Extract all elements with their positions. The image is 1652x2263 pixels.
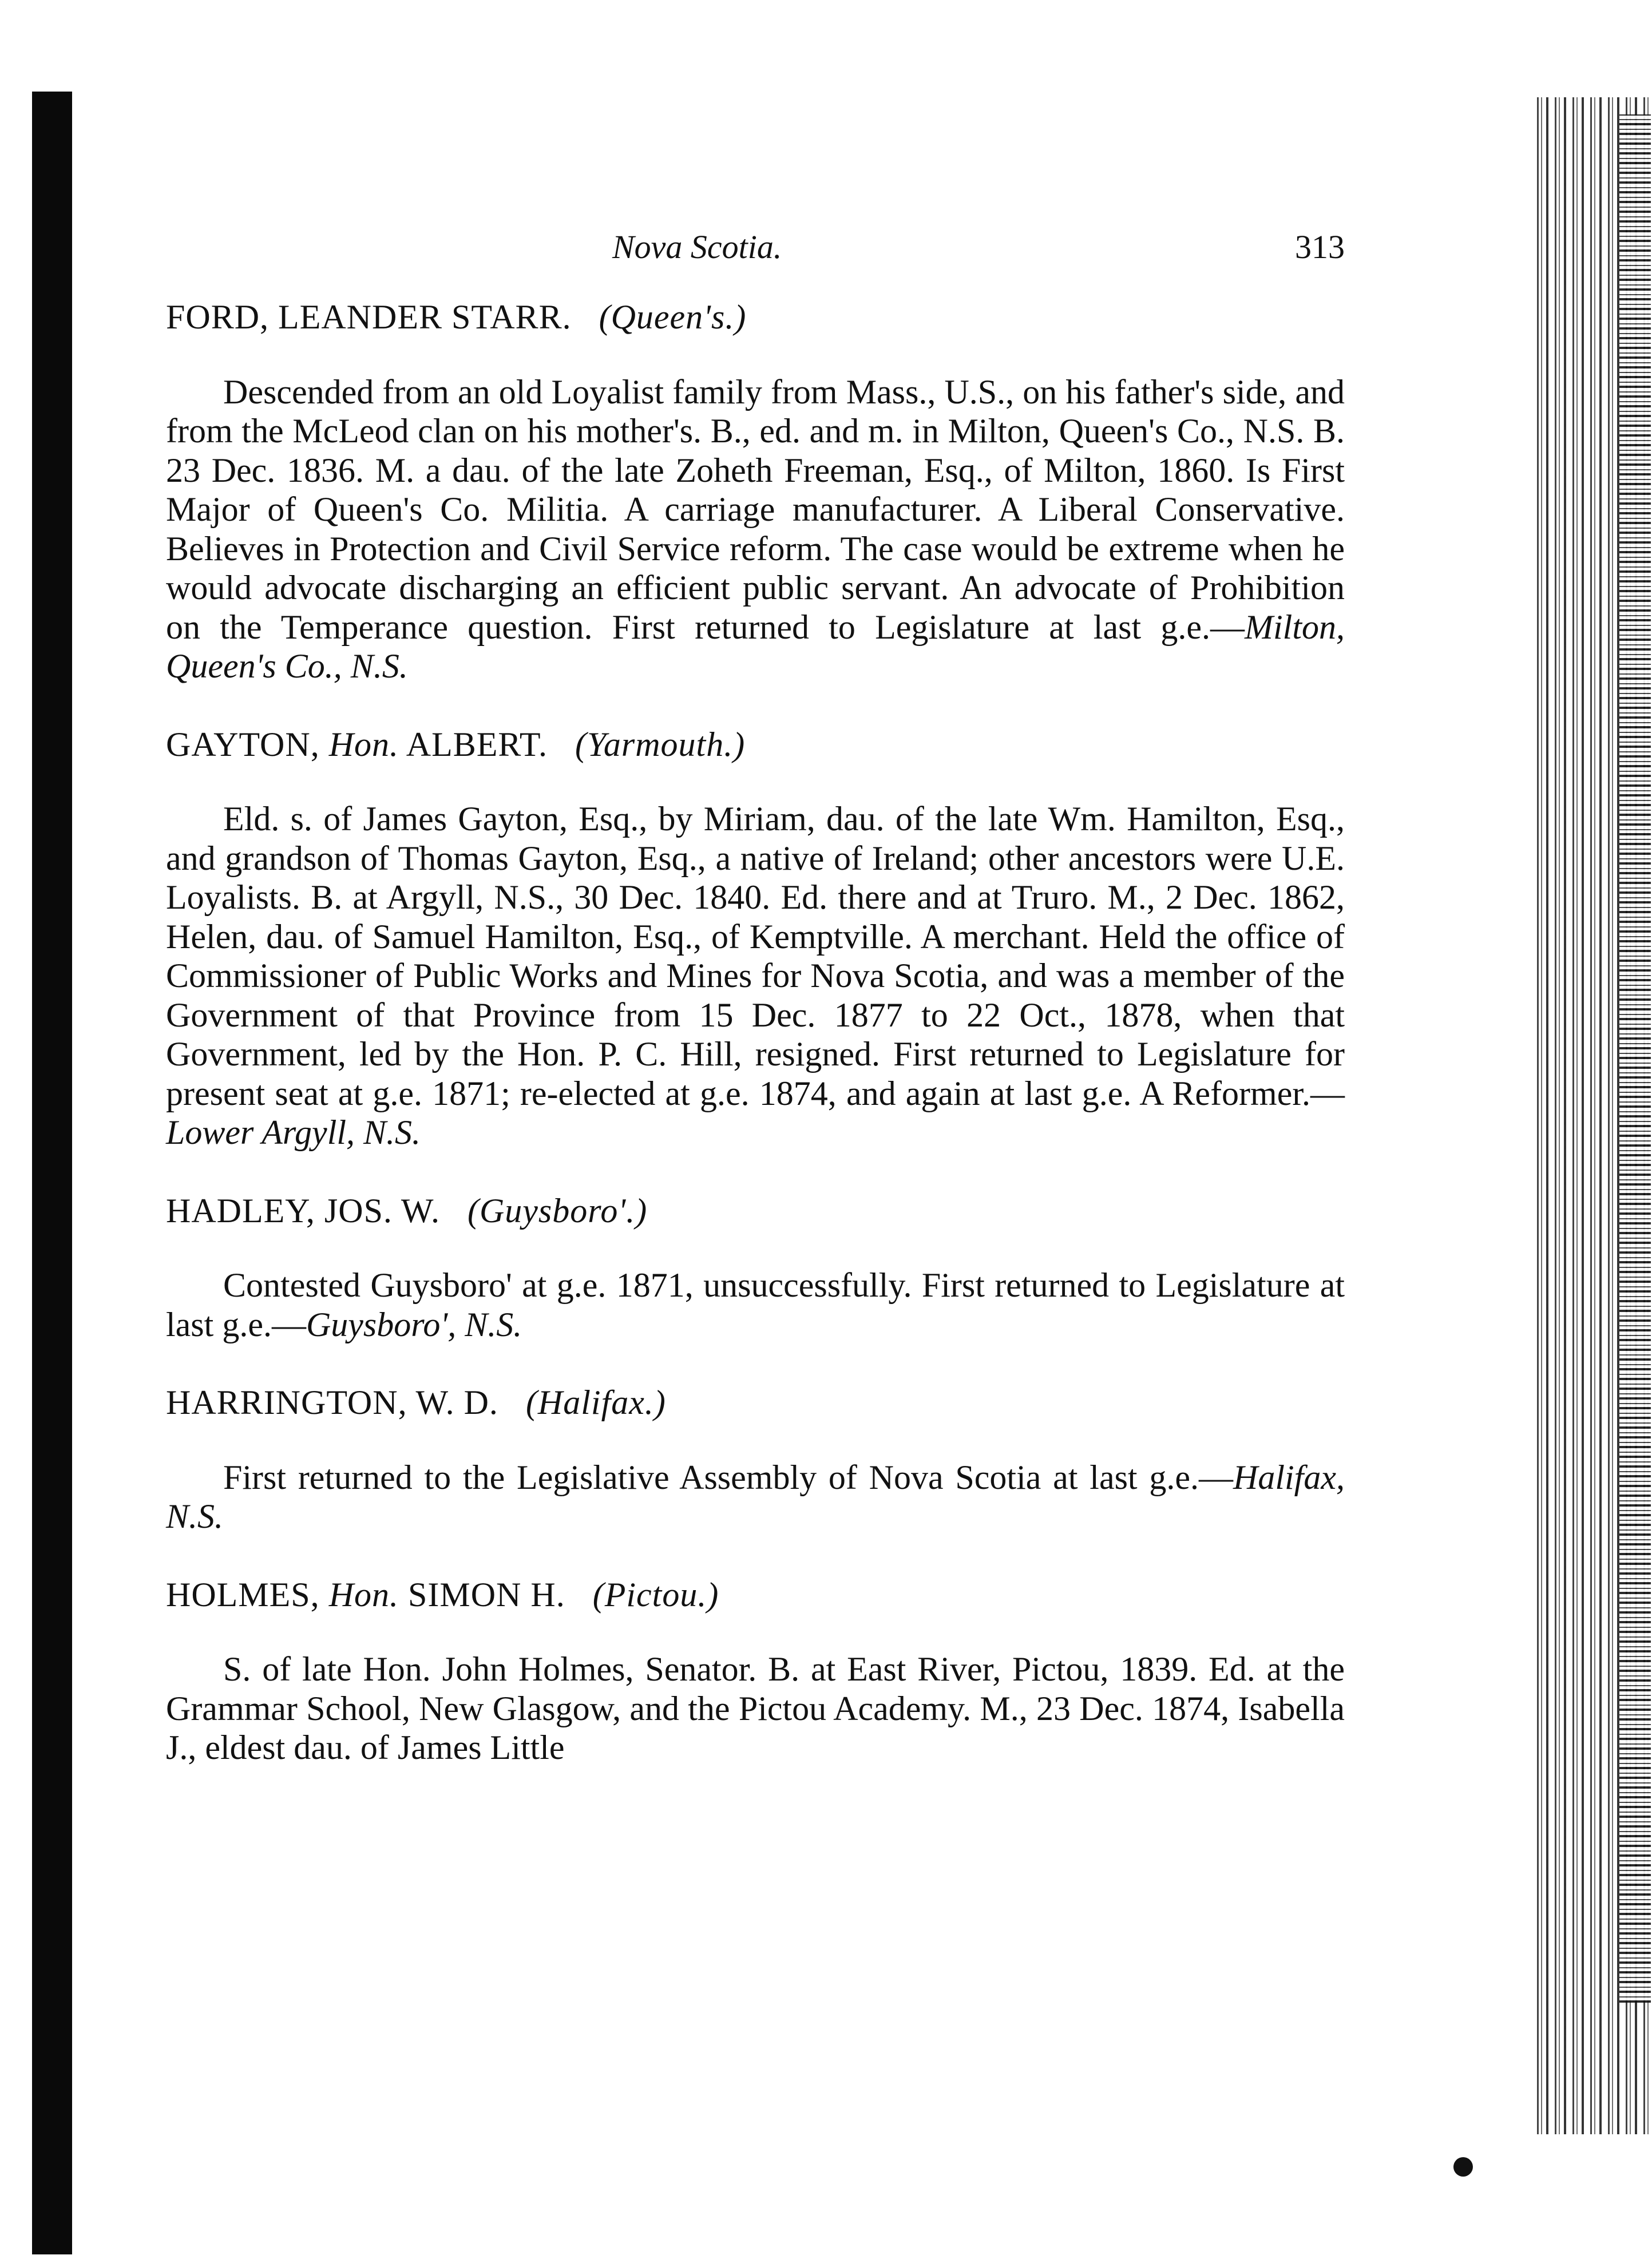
binding-shadow — [32, 92, 72, 2254]
riding: (Guysboro'.) — [467, 1191, 648, 1230]
page-number: 313 — [1295, 228, 1345, 265]
honorific: Hon. — [328, 1575, 399, 1614]
riding: (Yarmouth.) — [575, 725, 746, 763]
entry-heading — [166, 725, 1345, 764]
entry-heading — [166, 1383, 1345, 1422]
ink-speck — [1453, 2157, 1473, 2177]
address: Guysboro', N.S. — [306, 1305, 522, 1343]
page-header — [166, 228, 1345, 279]
entry-text — [166, 1650, 1345, 1767]
page-content — [166, 298, 1345, 1767]
entry-heading — [166, 1191, 1345, 1231]
running-title: Nova Scotia. — [612, 228, 782, 265]
riding: (Queen's.) — [599, 298, 747, 336]
member-name: FORD, LEANDER STARR. — [166, 298, 572, 336]
biography: S. of late Hon. John Holmes, Senator. B. at East River, Pictou, 1839. Ed. at the Grammar School, New Glasgow, and the Pictou Academy. M., 23 Dec. 1874, Isabella J., eldest dau. of James Little — [166, 1650, 1345, 1766]
entry-heading — [166, 298, 1345, 337]
address: Halifax, N.S. — [166, 1458, 1345, 1535]
member-name: HARRINGTON, W. D. — [166, 1384, 498, 1421]
member-name: HADLEY, JOS. W. — [166, 1191, 440, 1230]
page-edge-noise-outer — [1619, 114, 1651, 2003]
riding: (Pictou.) — [592, 1575, 719, 1614]
entry-text — [166, 799, 1345, 1152]
biography: First returned to the Legislative Assembly of Nova Scotia at last g.e.— — [223, 1458, 1234, 1496]
entry-heading — [166, 1575, 1345, 1615]
entry-text — [166, 372, 1345, 686]
address: Milton, Queen's Co., N.S. — [166, 608, 1345, 685]
member-name: HOLMES, — [166, 1575, 320, 1614]
address: Lower Argyll, N.S. — [166, 1113, 421, 1151]
biography: Descended from an old Loyalist family from Mass., U.S., on his father's side, and from the McLeod clan on his mother's. B., ed. and m. in Milton, Queen's Co., N.S. B. 23 Dec. 1836. M. a dau. of the late Zoheth Freeman, Esq., of Milton, 1860. Is First Major of Queen's Co. Militia. A carriage manufacturer. A Liberal Conservative. Believes in Protection and Civil Service reform. The case would be extreme when he would advocate discharging an efficient public servant. An advocate of Prohibition on the Temperance question. First returned to Legislature at last g.e.— — [166, 372, 1345, 646]
riding: (Halifax.) — [525, 1384, 666, 1421]
member-name-rest: SIMON H. — [408, 1575, 565, 1614]
honorific: Hon. — [328, 725, 399, 763]
member-name-rest: ALBERT. — [406, 725, 548, 763]
entry-text — [166, 1266, 1345, 1344]
biography: Contested Guysboro' at g.e. 1871, unsuccessfully. First returned to Legislature at last g.e.— — [166, 1266, 1345, 1343]
entry-text — [166, 1458, 1345, 1536]
biography: Eld. s. of James Gayton, Esq., by Miriam, dau. of the late Wm. Hamilton, Esq., and grandson of Thomas Gayton, Esq., a native of Ireland; other ancestors were U.E. Loyalists. B. at Argyll, N.S., 30 Dec. 1840. Ed. there and at Truro. M., 2 Dec. 1862, Helen, dau. of Samuel Hamilton, Esq., of Kemptville. A merchant. Held the office of Commissioner of Public Works and Mines for Nova Scotia, and was a member of the Government of that Province from 15 Dec. 1877 to 22 Oct., 1878, when that Government, led by the Hon. P. C. Hill, resigned. First returned to Legislature for present seat at g.e. 1871; re-elected at g.e. 1874, and again at last g.e. A Reformer.— — [166, 800, 1345, 1112]
member-name: GAYTON, — [166, 725, 320, 763]
